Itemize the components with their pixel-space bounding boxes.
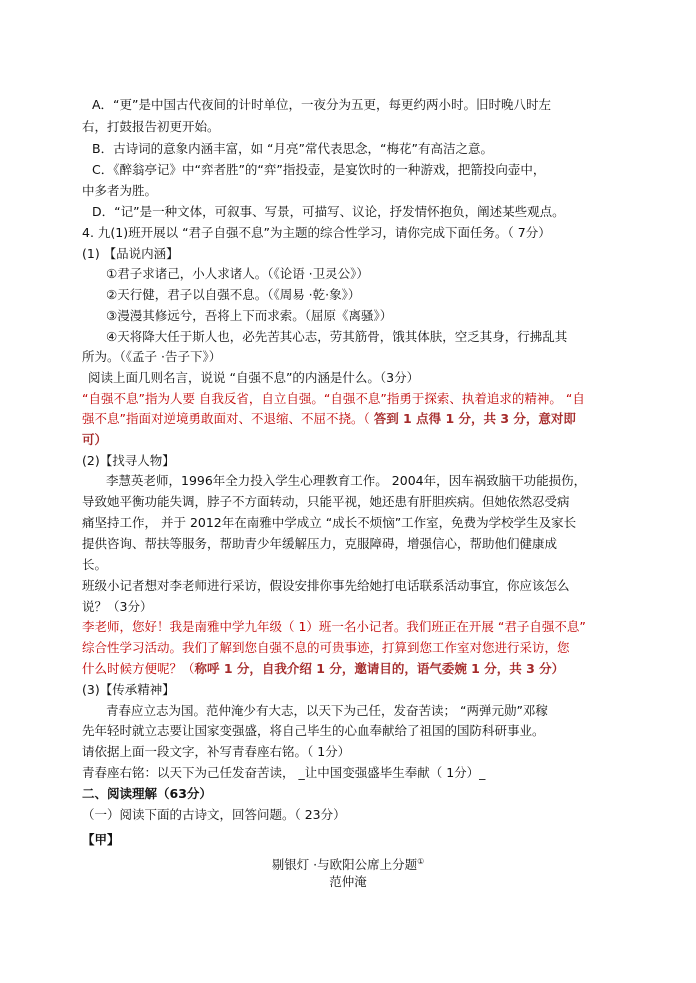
section-2-1-heading: （一）阅读下面的古诗文，回答问题。（ 23分） (82, 807, 346, 822)
part2-passage-line2: 导致她平衡功能失调，脖子不方面转动，只能平视，她还患有肝胆疾病。但她依然忍受病 (82, 494, 570, 509)
quote-3: ③漫漫其修远兮，吾将上下而求索。（屈原《离骚》） (106, 308, 393, 323)
part2-passage-line3: 痛坚持工作， 并于 2012年在南雅中学成立 “成长不烦恼”工作室，免费为学校学生及家长 (82, 515, 577, 530)
quote-1: ①君子求诸己，小人求诸人。（《论语 ·卫灵公》） (106, 266, 369, 281)
part1-scoring-note: 答到 1 点得 1 分，共 3 分，意对即 (373, 411, 576, 426)
part2-passage-line4: 提供咨询、帮扶等服务，帮助青少年缓解压力，克服障碍，增强信心，帮助他们健康成 (82, 536, 558, 551)
part1-heading: (1) 【品说内涵】 (82, 246, 179, 261)
part3-passage-line1: 青春应立志为国。范仲淹少有大志，以天下为己任，发奋苦读； “两弹元勋”邓稼 (106, 703, 548, 718)
motto-prefix: 青春座右铭：以天下为己任发奋苦读， (82, 765, 299, 780)
option-a-line1: A．“更”是中国古代夜间的计时单位，一夜分为五更，每更约两小时。旧时晚八时左 (92, 97, 552, 112)
quote-4-line2: 所为。（《孟子 ·告子下》） (82, 349, 222, 364)
part1-answer-line1: “自强不息”指为人要 自我反省，自立自强。“自强不息”指勇于探索、执着追求的精神。 “自 (82, 391, 585, 406)
quote-4-line1: ④天将降大任于斯人也，必先苦其心志，劳其筋骨，饿其体肤，空乏其身，行拂乱其 (106, 329, 568, 344)
poem-title-text: 剔银灯 ·与欧阳公席上分题 (271, 857, 418, 873)
part3-heading: (3)【传承精神】 (82, 682, 175, 697)
part1-question: 阅读上面几则名言，说说 “自强不息”的内涵是什么。（3分） (88, 370, 420, 385)
part2-answer-text: 什么时候方便呢？（ (82, 661, 195, 676)
part3-passage-line2: 先年轻时就立志要让国家变强盛，将自己毕生的心血奉献给了祖国的国防科研事业。 (82, 723, 545, 738)
option-c-line1: C．《醉翁亭记》中“弈者胜”的“弈”指投壶，是宴饮时的一种游戏，把箭投向壶中， (92, 162, 546, 177)
part2-heading: (2)【找寻人物】 (82, 453, 175, 468)
option-a-line2: 右，打鼓报告初更开始。 (82, 119, 220, 134)
text-jia-label: 【甲】 (82, 832, 120, 847)
part3-answer (82, 763, 485, 783)
motto-answer: _让中国变强盛毕生奉献（ 1分）_ (298, 765, 486, 780)
option-d: D．“记”是一种文体，可叙事、写景，可描写、议论，抒发情怀抱负，阐述某些观点。 (92, 204, 565, 219)
part2-answer-line3 (82, 659, 564, 679)
part2-answer-line2: 综合性学习活动。我们了解到您自强不息的可贵事迹，打算到您工作室对您进行采访，您 (82, 640, 570, 655)
part2-scoring-note: 称呼 1 分，自我介绍 1 分，邀请目的，语气委婉 1 分，共 3 分） (194, 661, 565, 676)
part3-question: 请依据上面一段文字，补写青春座右铭。（ 1分） (82, 744, 351, 759)
part2-passage-line1: 李慧英老师，1996年全力投入学生心理教育工作。 2004年，因车祸致脑干功能损伤， (106, 473, 587, 488)
question-4: 4. 九(1)班开展以 “君子自强不息”为主题的综合性学习，请你完成下面任务。（ 7分） (82, 225, 551, 240)
quote-2: ②天行健，君子以自强不息。（《周易 ·乾·象》） (106, 287, 361, 302)
poem-footnote-mark: ① (417, 857, 425, 866)
section-2-heading: 二、阅读理解（63分） (82, 786, 212, 801)
option-c-line2: 中多者为胜。 (82, 183, 158, 198)
part2-question-line1: 班级小记者想对李老师进行采访，假设安排你事先给她打电话联系活动事宜，你应该怎么 (82, 578, 570, 593)
part2-passage-line5: 长。 (82, 557, 108, 572)
poem-author: 范仲淹 (329, 874, 367, 889)
part2-question-line2: 说？（3分） (82, 599, 153, 614)
part1-answer-line3: 可） (82, 432, 108, 447)
part1-answer-text: 强不息”指面对逆境勇敢面对、不退缩、不屈不挠。（ (82, 411, 374, 426)
part1-answer-line2 (82, 409, 576, 429)
option-b: B．古诗词的意象内涵丰富，如 “月亮”常代表思念，“梅花”有高洁之意。 (92, 141, 493, 156)
part2-answer-line1: 李老师，您好！我是南雅中学九年级（ 1）班一名小记者。我们班正在开展 “君子自强不息” (82, 619, 586, 634)
